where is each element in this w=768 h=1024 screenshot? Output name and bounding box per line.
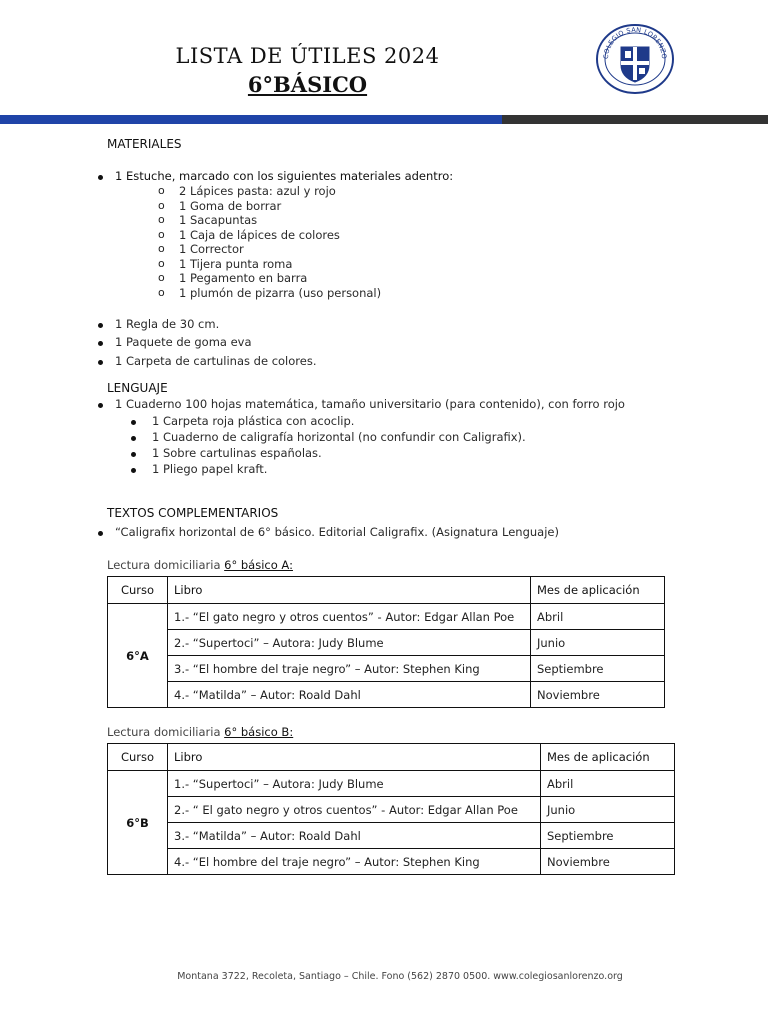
footer-address: Montana 3722, Recoleta, Santiago – Chile. Fono (562) 2870 0500. www.colegiosanlorenzo.org — [177, 971, 623, 982]
bullet-icon — [98, 323, 103, 328]
reading-table-a — [107, 576, 665, 708]
bullet-icon — [131, 452, 136, 457]
book-cell: 2.- “Supertoci” – Autora: Judy Blume — [168, 630, 531, 656]
table-row — [108, 849, 675, 875]
book-cell: 1.- “Supertoci” – Autora: Judy Blume — [168, 771, 541, 797]
book-cell: 1.- “El gato negro y otros cuentos” - Autor: Edgar Allan Poe — [168, 604, 531, 630]
month-cell: Abril — [541, 771, 675, 797]
table-row — [108, 823, 675, 849]
bullet-icon — [98, 403, 103, 408]
month-cell: Septiembre — [541, 823, 675, 849]
bullet-icon — [131, 436, 136, 441]
reading-group-a: 6° básico A: — [224, 558, 293, 572]
bullet-icon — [98, 175, 103, 180]
bullet-icon — [98, 531, 103, 536]
book-cell: 3.- “Matilda” – Autor: Roald Dahl — [168, 823, 541, 849]
circle-bullet-icon: o — [158, 213, 165, 226]
circle-bullet-icon: o — [158, 242, 165, 255]
bullet-icon — [131, 420, 136, 425]
header-mes: Mes de aplicación — [531, 577, 665, 604]
table-header-row — [108, 744, 675, 771]
header-divider-dark — [502, 115, 768, 124]
month-cell: Noviembre — [541, 849, 675, 875]
school-crest-logo — [594, 23, 676, 95]
circle-bullet-icon: o — [158, 257, 165, 270]
estuche-label: 1 Estuche, marcado con los siguientes materiales adentro: — [115, 169, 454, 183]
header-curso: Curso — [108, 577, 168, 604]
curso-cell: 6°B — [108, 771, 168, 875]
circle-bullet-icon: o — [158, 286, 165, 299]
bullet-icon — [131, 468, 136, 473]
table-row — [108, 604, 665, 630]
bullet-icon — [98, 360, 103, 365]
header-divider-blue — [0, 115, 502, 124]
table-row — [108, 771, 675, 797]
reading-title-b: Lectura domiciliaria 6° básico B: — [107, 725, 294, 739]
circle-bullet-icon: o — [158, 199, 165, 212]
header-mes: Mes de aplicación — [541, 744, 675, 771]
logo-text: COLEGIO SAN LORENZO — [601, 25, 669, 60]
book-cell: 2.- “ El gato negro y otros cuentos” - Autor: Edgar Allan Poe — [168, 797, 541, 823]
month-cell: Abril — [531, 604, 665, 630]
month-cell: Junio — [541, 797, 675, 823]
circle-bullet-icon: o — [158, 184, 165, 197]
shield-icon — [621, 47, 649, 82]
table-row — [108, 630, 665, 656]
document-title: LISTA DE ÚTILES 2024 — [175, 44, 440, 68]
reading-group-b: 6° básico B: — [224, 725, 294, 739]
book-cell: 3.- “El hombre del traje negro” – Autor: Stephen King — [168, 656, 531, 682]
month-cell: Junio — [531, 630, 665, 656]
table-header-row — [108, 577, 665, 604]
header-libro: Libro — [168, 744, 541, 771]
table-row — [108, 797, 675, 823]
month-cell: Septiembre — [531, 656, 665, 682]
header-curso: Curso — [108, 744, 168, 771]
table-row — [108, 656, 665, 682]
header-libro: Libro — [168, 577, 531, 604]
bullet-icon — [98, 341, 103, 346]
table-row — [108, 682, 665, 708]
section-title-materiales: MATERIALES — [107, 137, 182, 151]
section-title-lenguaje: LENGUAJE — [107, 381, 168, 395]
curso-cell: 6°A — [108, 604, 168, 708]
book-cell: 4.- “Matilda” – Autor: Roald Dahl — [168, 682, 531, 708]
reading-title-a: Lectura domiciliaria 6° básico A: — [107, 558, 293, 572]
document-subtitle: 6°BÁSICO — [247, 72, 368, 97]
section-title-textos: TEXTOS COMPLEMENTARIOS — [107, 506, 279, 520]
circle-bullet-icon: o — [158, 271, 165, 284]
circle-bullet-icon: o — [158, 228, 165, 241]
reading-table-b — [107, 743, 675, 875]
month-cell: Noviembre — [531, 682, 665, 708]
book-cell: 4.- “El hombre del traje negro” – Autor: Stephen King — [168, 849, 541, 875]
